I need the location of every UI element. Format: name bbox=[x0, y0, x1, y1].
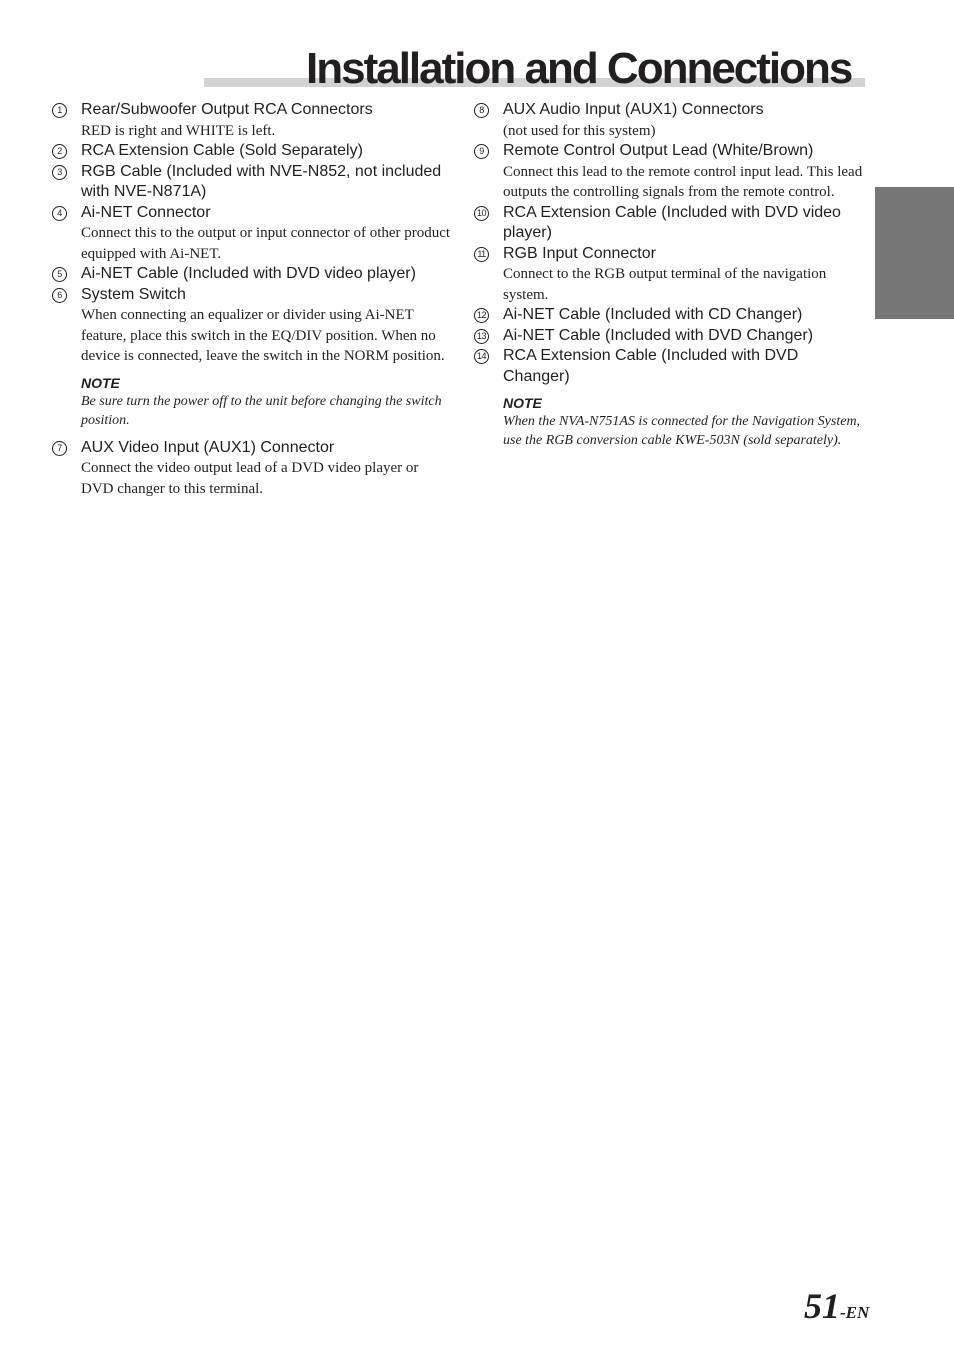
item-number: 4 bbox=[52, 206, 67, 221]
item-number: 8 bbox=[474, 103, 489, 118]
item-number: 3 bbox=[52, 165, 67, 180]
item-number: 5 bbox=[52, 267, 67, 282]
page-number bbox=[804, 1284, 869, 1335]
item-number: 9 bbox=[474, 144, 489, 159]
item-number: 14 bbox=[474, 349, 489, 364]
item-heading: Ai-NET Cable (Included with DVD video player) bbox=[81, 265, 416, 282]
note-text: When the NVA-N751AS is connected for the Navigation System, use the RGB conversion cable KWE-503N (sold separately). bbox=[503, 414, 861, 448]
item-heading: AUX Video Input (AUX1) Connector bbox=[81, 438, 335, 456]
item-number: 13 bbox=[474, 329, 489, 344]
item-heading: RGB Cable (Included with NVE-N852, not included with NVE-N871A) bbox=[81, 162, 442, 200]
item-heading: Ai-NET Cable (Included with CD Changer) bbox=[503, 306, 803, 323]
item-heading: Ai-NET Cable (Included with DVD Changer) bbox=[503, 326, 814, 344]
connector-item bbox=[474, 141, 869, 203]
item-number: 12 bbox=[474, 308, 489, 323]
item-heading: Remote Control Output Lead (White/Brown) bbox=[503, 142, 814, 159]
item-heading: System Switch bbox=[81, 285, 186, 303]
item-number: 11 bbox=[474, 247, 489, 262]
item-heading: RGB Input Connector bbox=[503, 244, 656, 262]
item-heading: Rear/Subwoofer Output RCA Connectors bbox=[81, 101, 373, 118]
connector-item bbox=[52, 100, 452, 141]
note-text: Be sure turn the power off to the unit before changing the switch position. bbox=[81, 393, 442, 428]
connector-item bbox=[474, 326, 869, 347]
connector-item bbox=[52, 285, 452, 367]
connector-item bbox=[52, 203, 452, 265]
item-description: Connect the video output lead of a DVD video player or DVD changer to this terminal. bbox=[81, 460, 419, 497]
item-description: (not used for this system) bbox=[503, 122, 656, 139]
connector-item bbox=[52, 141, 452, 162]
item-heading: Ai-NET Connector bbox=[81, 203, 211, 221]
item-heading: RCA Extension Cable (Included with DVD video player) bbox=[503, 203, 841, 241]
item-description: RED is right and WHITE is left. bbox=[81, 122, 276, 139]
connector-item bbox=[474, 244, 869, 306]
item-description: Connect this to the output or input connector of other product equipped with Ai-NET. bbox=[81, 225, 451, 262]
page-number-value: 51 bbox=[804, 1286, 840, 1326]
left-column bbox=[52, 100, 452, 499]
connector-item bbox=[474, 346, 869, 387]
connector-item bbox=[474, 100, 869, 141]
connector-item bbox=[52, 162, 452, 203]
page-language-suffix: -EN bbox=[840, 1303, 870, 1322]
right-column bbox=[474, 100, 869, 458]
connector-item bbox=[474, 305, 869, 326]
item-number: 1 bbox=[52, 103, 67, 118]
page-title: Installation and Connections bbox=[306, 44, 852, 93]
note-label: NOTE bbox=[503, 395, 542, 411]
section-tab bbox=[875, 187, 954, 319]
connector-item bbox=[52, 264, 452, 285]
item-description: Connect to the RGB output terminal of the navigation system. bbox=[503, 266, 827, 303]
note-block bbox=[52, 374, 452, 430]
item-heading: RCA Extension Cable (Included with DVD Changer) bbox=[503, 347, 799, 385]
item-heading: AUX Audio Input (AUX1) Connectors bbox=[503, 101, 764, 118]
item-number: 6 bbox=[52, 288, 67, 303]
item-description: Connect this lead to the remote control input lead. This lead outputs the controlling signals from the remote control. bbox=[503, 163, 863, 200]
item-description: When connecting an equalizer or divider using Ai-NET feature, place this switch in the EQ/DIV position. When no device is connected, leave the switch in the NORM position. bbox=[81, 307, 445, 364]
note-block bbox=[474, 394, 869, 450]
item-heading: RCA Extension Cable (Sold Separately) bbox=[81, 142, 363, 159]
item-number: 7 bbox=[52, 441, 67, 456]
note-label: NOTE bbox=[81, 374, 120, 391]
item-number: 10 bbox=[474, 206, 489, 221]
connector-item bbox=[52, 438, 452, 500]
connector-item bbox=[474, 203, 869, 244]
item-number: 2 bbox=[52, 144, 67, 159]
